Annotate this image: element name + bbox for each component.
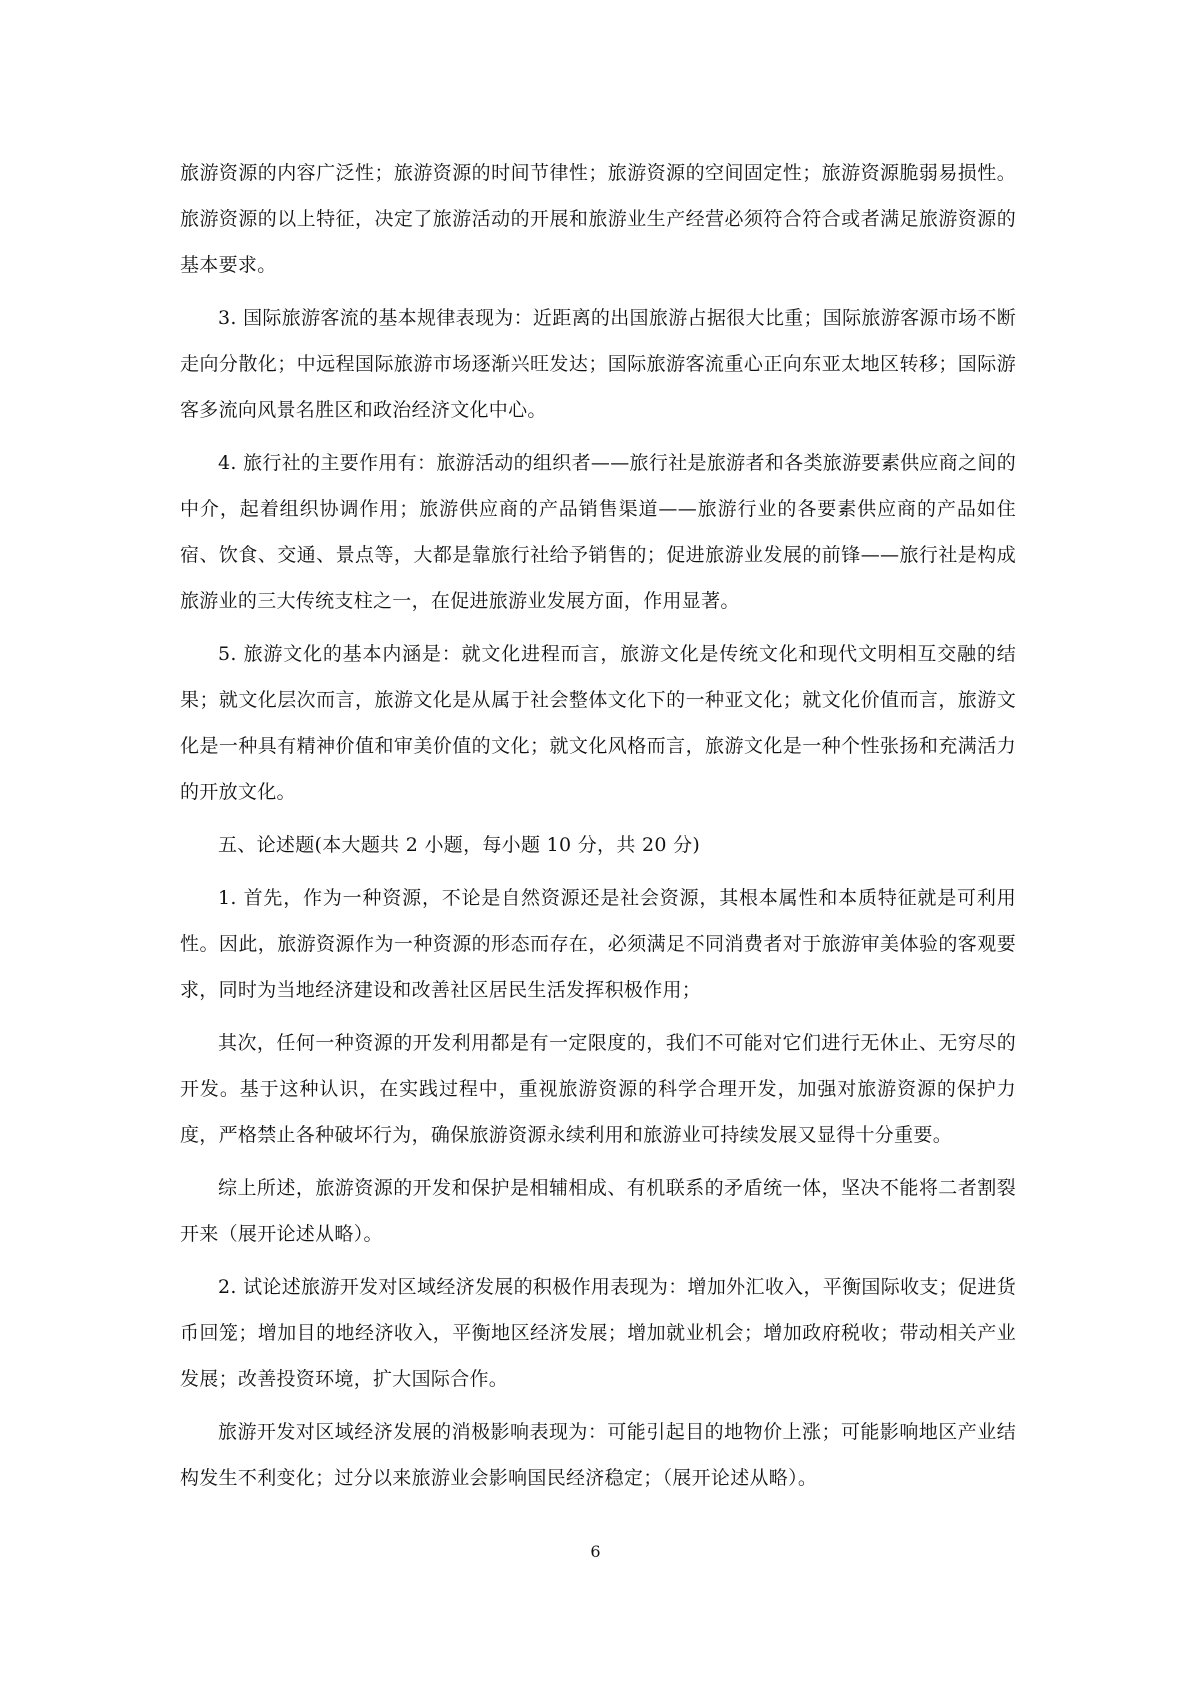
paragraph-essay-1-first: 1. 首先，作为一种资源，不论是自然资源还是社会资源，其根本属性和本质特征就是可利用性。因此，旅游资源作为一种资源的形态而存在，必须满足不同消费者对于旅游审美体验的客观要求，同时为当地经济建设和改善社区居民生活发挥积极作用； [180,887,1016,1001]
section-heading-essay: 五、论述题(本大题共 2 小题，每小题 10 分，共 20 分) [218,834,701,856]
paragraph-answer-5: 5. 旅游文化的基本内涵是：就文化进程而言，旅游文化是传统文化和现代文明相互交融的结果；就文化层次而言，旅游文化是从属于社会整体文化下的一种亚文化；就文化价值而言，旅游文化是一种具有精神价值和审美价值的文化；就文化风格而言，旅游文化是一种个性张扬和充满活力的开放文化。 [180,643,1016,803]
paragraph-essay-2-negative: 旅游开发对区域经济发展的消极影响表现为：可能引起目的地物价上涨；可能影响地区产业结构发生不利变化；过分以来旅游业会影响国民经济稳定；（展开论述从略）。 [180,1421,1016,1489]
paragraph-answer-4: 4. 旅行社的主要作用有：旅游活动的组织者——旅行社是旅游者和各类旅游要素供应商之间的中介，起着组织协调作用；旅游供应商的产品销售渠道——旅游行业的各要素供应商的产品如住宿、饮食、交通、景点等，大都是靠旅行社给予销售的；促进旅游业发展的前锋——旅行社是构成旅游业的三大传统支柱之一，在促进旅游业发展方面，作用显著。 [180,452,1016,612]
paragraph-essay-1-second: 其次，任何一种资源的开发利用都是有一定限度的，我们不可能对它们进行无休止、无穷尽的开发。基于这种认识，在实践过程中，重视旅游资源的科学合理开发，加强对旅游资源的保护力度，严格禁止各种破坏行为，确保旅游资源永续利用和旅游业可持续发展又显得十分重要。 [180,1032,1016,1146]
paragraph-resource-characteristics: 旅游资源的内容广泛性；旅游资源的时间节律性；旅游资源的空间固定性；旅游资源脆弱易损性。旅游资源的以上特征，决定了旅游活动的开展和旅游业生产经营必须符合符合或者满足旅游资源的基本要求。 [180,162,1016,276]
paragraph-answer-3: 3. 国际旅游客流的基本规律表现为：近距离的出国旅游占据很大比重；国际旅游客源市场不断走向分散化；中远程国际旅游市场逐渐兴旺发达；国际旅游客流重心正向东亚太地区转移；国际游客多流向风景名胜区和政治经济文化中心。 [180,307,1016,421]
paragraph-essay-1-summary: 综上所述，旅游资源的开发和保护是相辅相成、有机联系的矛盾统一体，坚决不能将二者割裂开来（展开论述从略）。 [180,1177,1016,1245]
page-body [180,150,1016,1508]
page-number: 6 [590,1542,601,1561]
paragraph-essay-2-positive: 2. 试论述旅游开发对区域经济发展的积极作用表现为：增加外汇收入，平衡国际收支；促进货币回笼；增加目的地经济收入，平衡地区经济发展；增加就业机会；增加政府税收；带动相关产业发展；改善投资环境，扩大国际合作。 [180,1276,1016,1390]
